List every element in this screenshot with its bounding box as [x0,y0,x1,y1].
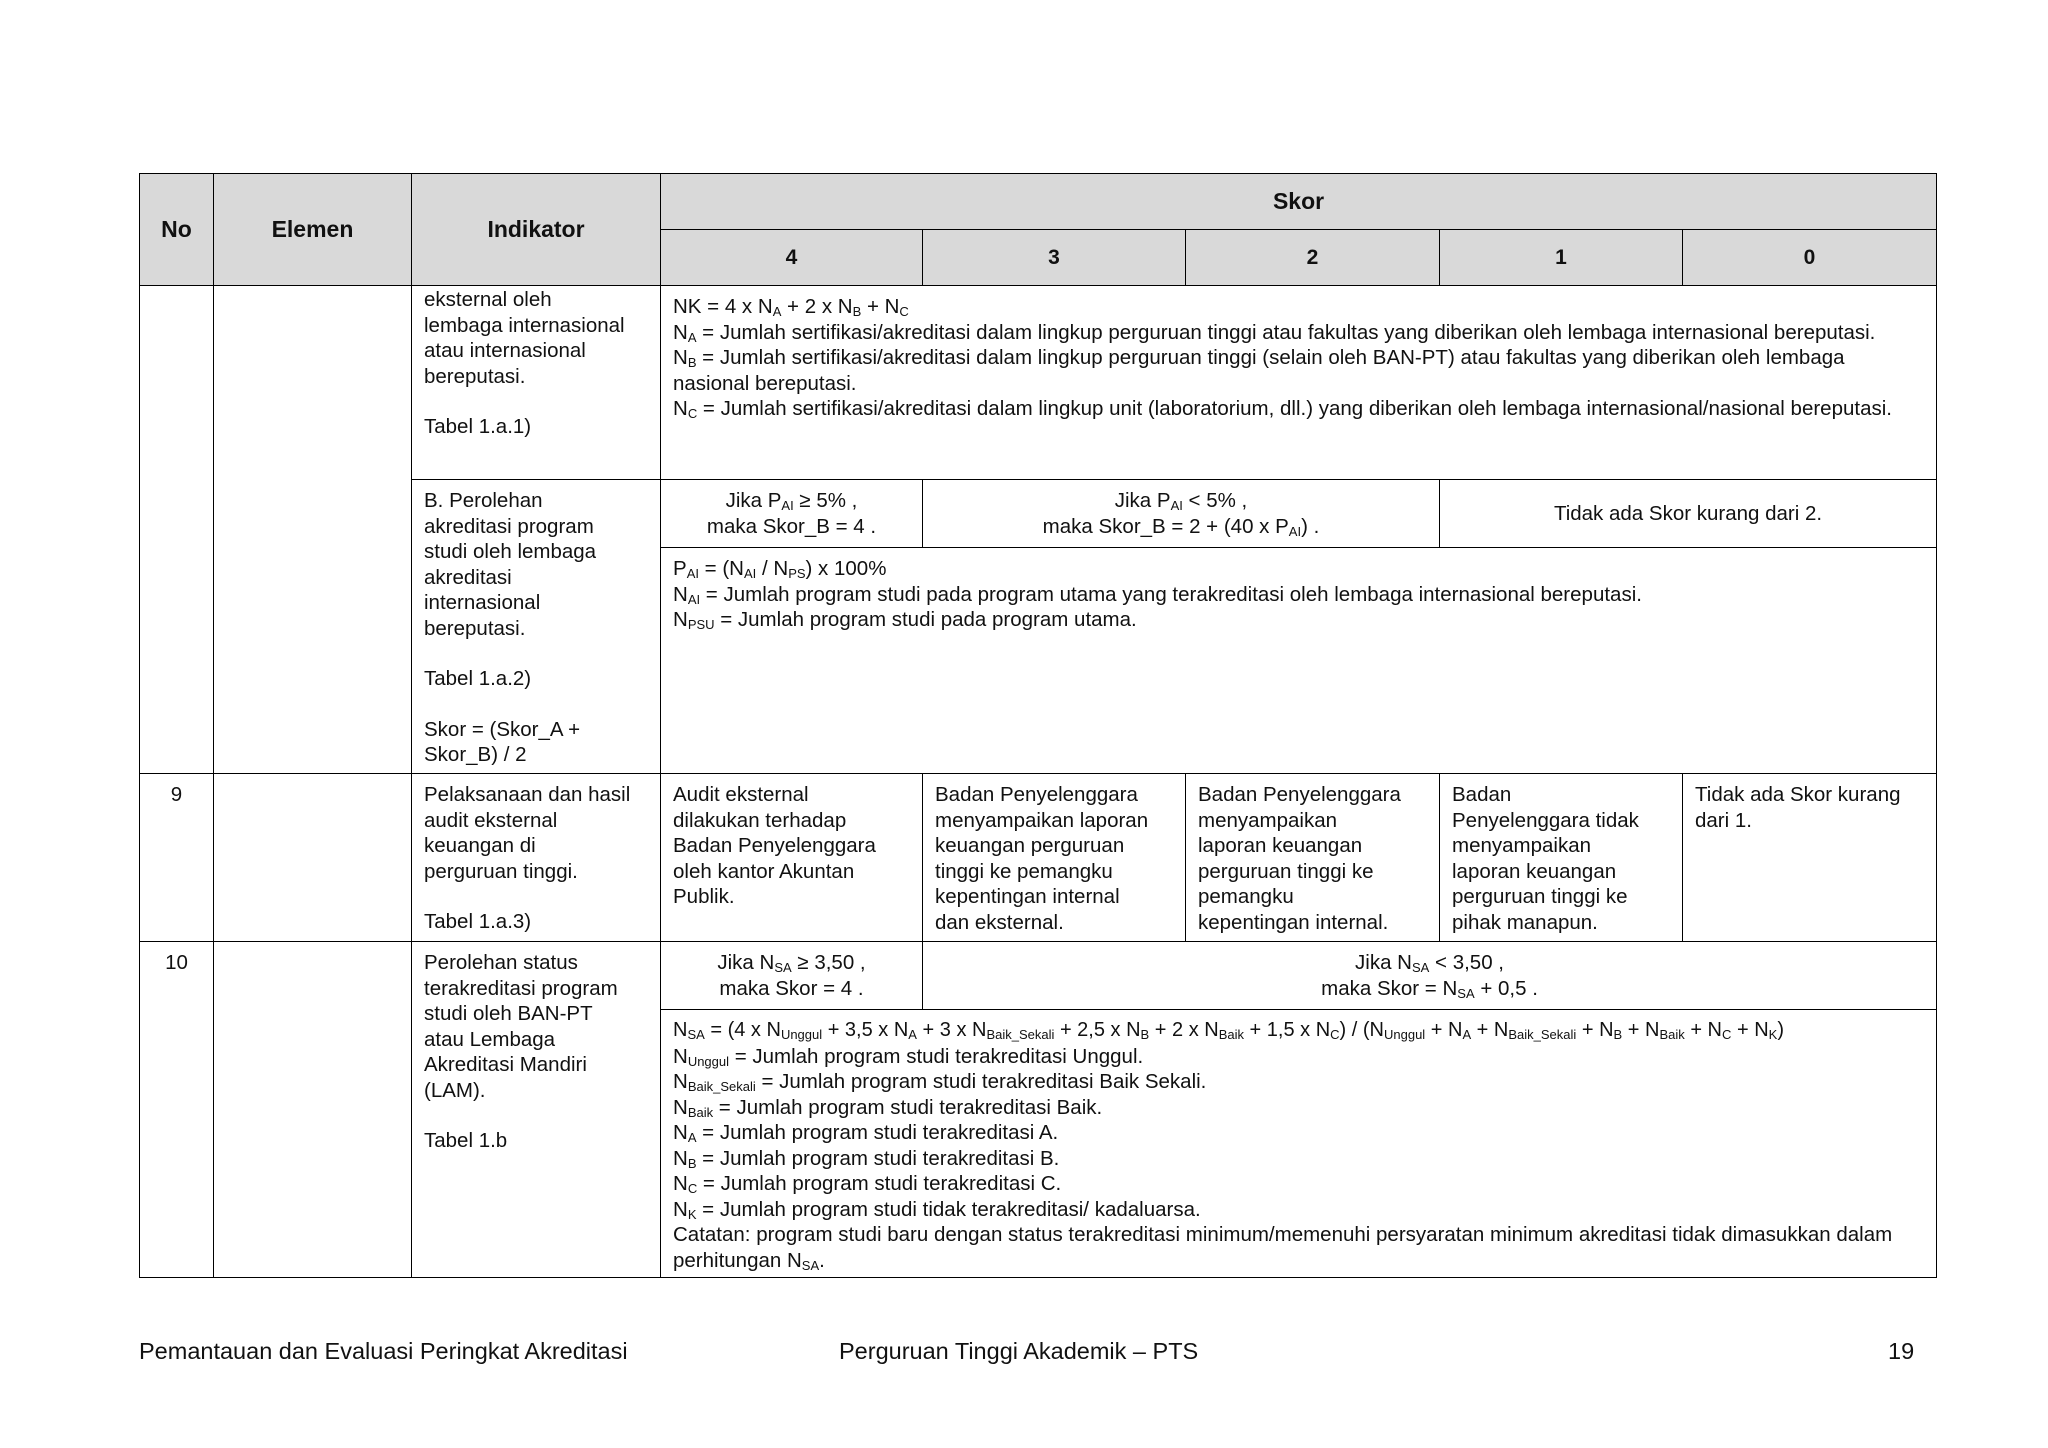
na-definition: $N_A$ = Jumlah sertifikasi/akreditasi dalam lingkup perguruan tinggi atau fakultas yang diberikan oleh lembaga internasional bereputasi. [673,320,1876,345]
header-elemen: Elemen [214,174,412,286]
table-ref: Tabel 1.b [424,1129,508,1152]
score-4-cell-9: Audit eksternal dilakukan terhadap Badan Penyelenggara oleh kantor Akuntan Publik. [661,774,923,942]
table-ref: Tabel 1.a.1) [424,415,532,438]
score-rest-cell-1a2: Tidak ada Skor kurang dari 2. [1440,480,1937,548]
header-score-4: 4 [661,230,923,286]
indicator-line: bereputasi. [424,616,526,640]
row-10 [140,942,1937,1010]
nsa-definition: $N_K$ = Jumlah program studi tidak terakreditasi/ kadaluarsa. [673,1197,1201,1222]
table-ref: Tabel 1.a.2) [424,667,532,690]
indicator-line: lembaga internasional [424,313,625,337]
no-cell-8 [140,286,214,774]
nsa-definition: $N_{Unggul}$ = Jumlah program studi terakreditasi Unggul. [673,1044,1144,1069]
header-score-3: 3 [923,230,1186,286]
header-score-2: 2 [1186,230,1440,286]
nsa-definition: $N_{Baik\_Sekali}$ = Jumlah program studi terakreditasi Baik Sekali. [673,1070,1207,1094]
footer-center: Perguruan Tinggi Akademik – PTS [839,1338,1199,1364]
nk-formula: NK = 4 x $N_A + 2$ x $N_B + N_C$ [673,295,909,319]
indicator-line: akreditasi program [424,514,594,538]
pai-formula-cell [661,548,1937,774]
header-score-1: 1 [1440,230,1683,286]
nb-definition: $N_B$ = Jumlah sertifikasi/akreditasi dalam lingkup perguruan tinggi (selain oleh BAN-PT) atau fakultas yang diberikan oleh lembaga nasional bereputasi. [673,346,1845,395]
nsa-definition: $N_B$ = Jumlah program studi terakreditasi B. [673,1146,1060,1171]
score-3-2-cell-1a2: Jika $P_{AI} < 5\%$ , maka Skor_B = 2 + (40 x $P_{AI}$) . [923,480,1440,548]
score-3-cell-9: Badan Penyelenggara menyampaikan laporan keuangan perguruan tinggi ke pemangku kepentingan internal dan eksternal. [923,774,1186,942]
nsa-definition: $N_{Baik}$ = Jumlah program studi terakreditasi Baik. [673,1095,1103,1120]
header-no: No [140,174,214,286]
accreditation-table [139,173,1937,1278]
nsa-definition: $N_A$ = Jumlah program studi terakreditasi A. [673,1121,1059,1145]
indicator-cell-10: Perolehan status terakreditasi program studi oleh BAN-PT atau Lembaga Akreditasi Mandiri (LAM). Tabel 1.b [412,942,661,1278]
header-indikator: Indikator [412,174,661,286]
pai-formula: $P_{AI} = (N_{AI} / N_{PS})$ x 100% [673,557,887,581]
elemen-cell-8 [214,286,412,774]
indicator-line: bereputasi. [424,364,526,388]
nsa-formula-cell [661,1010,1937,1278]
indicator-line: eksternal oleh [424,288,552,311]
score-3-0-cell-10: Jika $N_{SA} < 3,50$ , maka Skor = $N_{SA} + 0,5$ . [923,942,1937,1010]
page-number: 19 [1888,1338,1915,1364]
nsa-definition: $N_C$ = Jumlah program studi terakreditasi C. [673,1172,1062,1196]
row-1a1 [140,286,1937,480]
score-4-cell-10: Jika $N_{SA} \ge 3,50$ , maka Skor = 4 . [661,942,923,1010]
indicator-line: akreditasi [424,565,512,589]
footer-left: Pemantauan dan Evaluasi Peringkat Akreditasi [139,1338,628,1364]
nsa-definitions [673,1044,1924,1223]
indicator-line: internasional [424,591,541,614]
header-skor: Skor [661,174,1937,230]
formula-cell-1a1 [661,286,1937,480]
no-cell-10: 10 [140,942,214,1278]
indicator-cell-9: Pelaksanaan dan hasil audit eksternal keuangan di perguruan tinggi. Tabel 1.a.3) [412,774,661,942]
indicator-cell-1a2 [412,480,661,774]
no-cell-9: 9 [140,774,214,942]
skor-formula: Skor = (Skor_A + [424,717,581,741]
note: Catatan: program studi baru dengan status terakreditasi minimum/memenuhi persyaratan minimum akreditasi tidak dimasukkan dalam perhitungan $N_{SA}$. [673,1223,1893,1273]
score-1-cell-9: Badan Penyelenggara tidak menyampaikan laporan keuangan perguruan tinggi ke pihak manapun. [1440,774,1683,942]
skor-formula: Skor_B) / 2 [424,743,527,766]
header-score-0: 0 [1683,230,1937,286]
indicator-line: studi oleh lembaga [424,540,597,563]
nc-definition: $N_C$ = Jumlah sertifikasi/akreditasi dalam lingkup unit (laboratorium, dll.) yang diberikan oleh lembaga internasional/nasional bereputasi. [673,397,1892,421]
elemen-cell-10 [214,942,412,1278]
nsa-formula: $N_{SA} = (4$ x $N_{Unggul} + 3,5$ x $N_A + 3$ x $N_{Baik\_Sekali} + 2,5$ x $N_B + 2$ x $N_{Baik} + 1,5$ x $N_C) / (N_{Unggul} + N_A + N_{Baik\_Sekali} + N_B + N_{Baik} + N_C + N_K)$ [673,1019,1784,1042]
score-4-cell-1a2: Jika $P_{AI} \ge 5\%$ , maka Skor_B = 4 . [661,480,923,548]
npsu-definition: $N_{PSU}$ = Jumlah program studi pada program utama. [673,608,1137,632]
elemen-cell-9 [214,774,412,942]
nai-definition: $N_{AI}$ = Jumlah program studi pada program utama yang terakreditasi oleh lembaga internasional bereputasi. [673,582,1642,607]
indicator-cell-1a1 [412,286,661,480]
indicator-line: B. Perolehan [424,489,543,512]
table-ref: Tabel 1.a.3) [424,910,532,933]
row-9 [140,774,1937,942]
indicator-line: atau internasional [424,339,586,362]
score-2-cell-9: Badan Penyelenggara menyampaikan laporan keuangan perguruan tinggi ke pemangku kepentingan internal. [1186,774,1440,942]
score-0-cell-9: Tidak ada Skor kurang dari 1. [1683,774,1937,942]
